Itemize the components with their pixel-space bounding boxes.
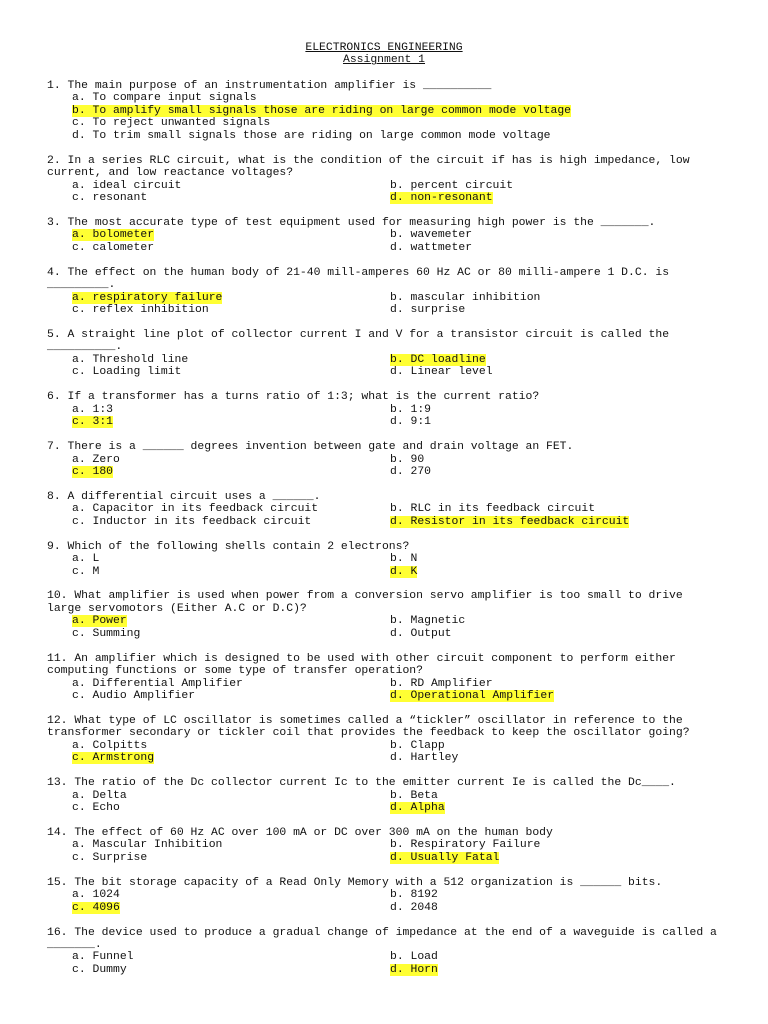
- answer-option: [72, 117, 722, 129]
- answer-option-text: c. Summing: [72, 627, 141, 640]
- document-subtitle: Assignment 1: [342, 54, 426, 67]
- answer-option: [390, 516, 690, 528]
- answer-option-text: d. Output: [390, 627, 452, 640]
- answer-option: [390, 354, 690, 366]
- answer-option: [72, 503, 390, 515]
- question-3: [47, 217, 722, 254]
- question-list: [47, 80, 722, 989]
- answer-option: [390, 192, 690, 204]
- answer-options: [47, 553, 722, 578]
- answer-option: [72, 964, 390, 976]
- answer-option-highlighted: c. 3:1: [72, 416, 114, 429]
- answer-option: [72, 628, 390, 640]
- answer-option: [72, 615, 390, 627]
- answer-option: [390, 740, 690, 752]
- answer-option-text: b. Respiratory Failure: [390, 839, 541, 852]
- answer-option-text: a. Mascular Inhibition: [72, 839, 223, 852]
- answer-options: [47, 790, 722, 815]
- question-text: 15. The bit storage capacity of a Read Only Memory with a 512 organization is ______ bits.: [47, 876, 663, 889]
- answer-option-text: b. 90: [390, 453, 425, 466]
- answer-option: [390, 304, 690, 316]
- answer-options: [47, 839, 722, 864]
- answer-option: [72, 740, 390, 752]
- answer-option-text: d. Linear level: [390, 366, 493, 379]
- answer-option: [390, 229, 690, 241]
- question-text: 3. The most accurate type of test equipment used for measuring high power is the _______.: [47, 216, 656, 229]
- answer-options: [47, 229, 722, 254]
- answer-option-highlighted: a. Power: [72, 615, 127, 628]
- answer-option-text: c. M: [72, 565, 100, 578]
- answer-option: [390, 902, 690, 914]
- answer-option: [72, 192, 390, 204]
- answer-option-highlighted: d. Resistor in its feedback circuit: [390, 515, 630, 528]
- answer-option: [72, 516, 390, 528]
- answer-option-highlighted: d. K: [390, 565, 418, 578]
- answer-option-highlighted: d. Alpha: [390, 802, 445, 815]
- answer-option: [390, 802, 690, 814]
- answer-option: [390, 951, 690, 963]
- question-text: 8. A differential circuit uses a ______.: [47, 490, 321, 503]
- answer-option-text: c. resonant: [72, 192, 148, 205]
- answer-option: [390, 752, 690, 764]
- answer-option: [72, 366, 390, 378]
- answer-options: [47, 503, 722, 528]
- question-text: 1. The main purpose of an instrumentation amplifier is __________: [47, 80, 492, 92]
- question-text: 6. If a transformer has a turns ratio of 1:3; what is the current ratio?: [47, 391, 540, 404]
- answer-option-text: b. Beta: [390, 789, 438, 802]
- answer-option: [72, 180, 390, 192]
- question-12: [47, 715, 722, 765]
- answer-option-highlighted: c. 4096: [72, 901, 120, 914]
- question-text: 5. A straight line plot of collector current I and V for a transistor circuit is called the __________.: [47, 329, 676, 354]
- answer-option: [72, 690, 390, 702]
- question-text: 14. The effect of 60 Hz AC over 100 mA or DC over 300 mA on the human body: [47, 826, 553, 839]
- answer-option-text: a. 1:3: [72, 403, 114, 416]
- answer-option: [390, 690, 690, 702]
- answer-option-text: b. Clapp: [390, 739, 445, 752]
- answer-option-highlighted: c. Armstrong: [72, 752, 155, 765]
- answer-option-highlighted: d. Horn: [390, 963, 438, 976]
- answer-option-highlighted: d. Operational Amplifier: [390, 690, 555, 703]
- question-text: 7. There is a ______ degrees invention between gate and drain voltage an FET.: [47, 441, 574, 454]
- answer-option-text: a. Capacitor in its feedback circuit: [72, 503, 319, 516]
- answer-option-text: c. To reject unwanted signals: [72, 117, 271, 130]
- answer-option: [72, 92, 722, 104]
- answer-option-text: b. RLC in its feedback circuit: [390, 503, 596, 516]
- answer-option-text: a. 1024: [72, 889, 120, 902]
- question-7: [47, 441, 722, 478]
- answer-option: [72, 752, 390, 764]
- question-2: [47, 155, 722, 205]
- answer-option: [72, 839, 390, 851]
- question-4: [47, 267, 722, 317]
- answer-options: [47, 292, 722, 317]
- answer-option-text: a. Funnel: [72, 951, 134, 964]
- answer-option: [390, 889, 690, 901]
- question-15: [47, 877, 722, 914]
- answer-option-highlighted: b. To amplify small signals those are riding on large common mode voltage: [72, 104, 571, 117]
- answer-option-text: d. To trim small signals those are riding on large common mode voltage: [72, 129, 551, 142]
- answer-option: [390, 454, 690, 466]
- answer-option: [72, 292, 390, 304]
- answer-option: [390, 416, 690, 428]
- answer-option-text: c. Audio Amplifier: [72, 690, 196, 703]
- answer-option-highlighted: b. DC loadline: [390, 353, 486, 366]
- answer-option-text: b. N: [390, 553, 418, 566]
- answer-option: [390, 503, 690, 515]
- answer-option: [72, 566, 390, 578]
- answer-option-text: d. Hartley: [390, 752, 459, 765]
- answer-option-text: d. 270: [390, 465, 432, 478]
- answer-option-text: a. ideal circuit: [72, 179, 182, 192]
- answer-option-text: c. Surprise: [72, 851, 148, 864]
- answer-option: [72, 852, 390, 864]
- answer-options: [47, 92, 722, 142]
- answer-option: [72, 902, 390, 914]
- answer-options: [47, 951, 722, 976]
- answer-option-text: a. Colpitts: [72, 739, 148, 752]
- question-8: [47, 491, 722, 528]
- answer-options: [47, 354, 722, 379]
- question-text: 4. The effect on the human body of 21-40 mill-amperes 60 Hz AC or 80 milli-ampere 1 D.C. is _________.: [47, 266, 676, 292]
- answer-option: [72, 802, 390, 814]
- answer-option: [390, 615, 690, 627]
- answer-option: [72, 242, 390, 254]
- question-6: [47, 391, 722, 428]
- question-text: 9. Which of the following shells contain 2 electrons?: [47, 540, 410, 553]
- answer-option: [390, 628, 690, 640]
- answer-option: [390, 566, 690, 578]
- answer-option: [72, 790, 390, 802]
- answer-option: [390, 180, 690, 192]
- answer-option: [72, 404, 390, 416]
- answer-option: [72, 130, 722, 142]
- question-text: 10. What amplifier is used when power from a conversion servo amplifier is too small to drive large servomotors (Either A.C or D.C)?: [47, 590, 690, 615]
- answer-options: [47, 740, 722, 765]
- answer-option-text: a. Differential Amplifier: [72, 677, 243, 690]
- answer-option: [72, 454, 390, 466]
- answer-option-text: c. Echo: [72, 802, 120, 815]
- answer-options: [47, 889, 722, 914]
- answer-option-text: a. Zero: [72, 453, 120, 466]
- answer-option: [390, 790, 690, 802]
- answer-option: [72, 354, 390, 366]
- answer-option: [72, 105, 722, 117]
- answer-options: [47, 404, 722, 429]
- answer-option-highlighted: c. 180: [72, 465, 114, 478]
- answer-options: [47, 615, 722, 640]
- answer-option-text: c. reflex inhibition: [72, 304, 209, 317]
- answer-option-text: a. Delta: [72, 789, 127, 802]
- answer-option-text: b. wavemeter: [390, 229, 473, 242]
- question-16: [47, 927, 722, 977]
- answer-option-text: c. Inductor in its feedback circuit: [72, 515, 312, 528]
- answer-option-highlighted: d. non-resonant: [390, 192, 493, 205]
- question-text: 2. In a series RLC circuit, what is the condition of the circuit if has is high impedance, low current, and low reactance voltages?: [47, 154, 697, 180]
- answer-option-text: a. To compare input signals: [72, 92, 257, 105]
- question-13: [47, 777, 722, 814]
- answer-option-text: a. Threshold line: [72, 353, 189, 366]
- answer-option: [72, 466, 390, 478]
- answer-option: [72, 304, 390, 316]
- answer-option: [390, 553, 690, 565]
- answer-option-text: b. RD Amplifier: [390, 677, 493, 690]
- question-1: [47, 80, 722, 142]
- answer-option: [390, 466, 690, 478]
- answer-option-text: d. 9:1: [390, 416, 432, 429]
- answer-option-text: b. mascular inhibition: [390, 291, 541, 304]
- answer-option: [72, 229, 390, 241]
- answer-option-text: b. percent circuit: [390, 179, 514, 192]
- question-text: 12. What type of LC oscillator is sometimes called a “tickler” oscillator in reference to the transformer secondary or tickler coil that provides the feedback to keep the oscillator going?: [47, 714, 690, 740]
- answer-option-text: d. surprise: [390, 304, 466, 317]
- answer-option-text: b. Load: [390, 951, 438, 964]
- answer-options: [47, 678, 722, 703]
- answer-option: [390, 404, 690, 416]
- answer-option-text: b. 8192: [390, 889, 438, 902]
- answer-option-text: d. wattmeter: [390, 241, 473, 254]
- question-14: [47, 827, 722, 864]
- answer-option: [72, 889, 390, 901]
- answer-option-text: d. 2048: [390, 901, 438, 914]
- answer-option: [390, 839, 690, 851]
- answer-option-text: c. calometer: [72, 241, 155, 254]
- answer-option: [390, 366, 690, 378]
- answer-option-text: c. Loading limit: [72, 366, 182, 379]
- answer-option-text: a. L: [72, 553, 100, 566]
- answer-option-text: c. Dummy: [72, 963, 127, 976]
- answer-option: [390, 292, 690, 304]
- question-5: [47, 329, 722, 379]
- answer-option-text: b. Magnetic: [390, 615, 466, 628]
- document-header: [0, 42, 768, 67]
- answer-option: [72, 678, 390, 690]
- answer-option: [390, 964, 690, 976]
- question-11: [47, 653, 722, 703]
- question-10: [47, 590, 722, 640]
- answer-option-text: b. 1:9: [390, 403, 432, 416]
- answer-option: [72, 553, 390, 565]
- answer-option: [390, 852, 690, 864]
- question-text: 11. An amplifier which is designed to be used with other circuit component to perform either computing functions or some type of transfer operation?: [47, 652, 683, 678]
- answer-option-highlighted: a. bolometer: [72, 229, 155, 242]
- answer-option-highlighted: a. respiratory failure: [72, 291, 223, 304]
- answer-option-highlighted: d. Usually Fatal: [390, 851, 500, 864]
- answer-option: [390, 242, 690, 254]
- question-text: 16. The device used to produce a gradual change of impedance at the end of a waveguide is called a _______.: [47, 926, 724, 952]
- answer-option: [72, 416, 390, 428]
- answer-options: [47, 180, 722, 205]
- answer-option: [390, 678, 690, 690]
- answer-options: [47, 454, 722, 479]
- question-9: [47, 541, 722, 578]
- answer-option: [72, 951, 390, 963]
- document-title: ELECTRONICS ENGINEERING: [305, 42, 463, 54]
- question-text: 13. The ratio of the Dc collector current Ic to the emitter current Ie is called the Dc____.: [47, 777, 676, 790]
